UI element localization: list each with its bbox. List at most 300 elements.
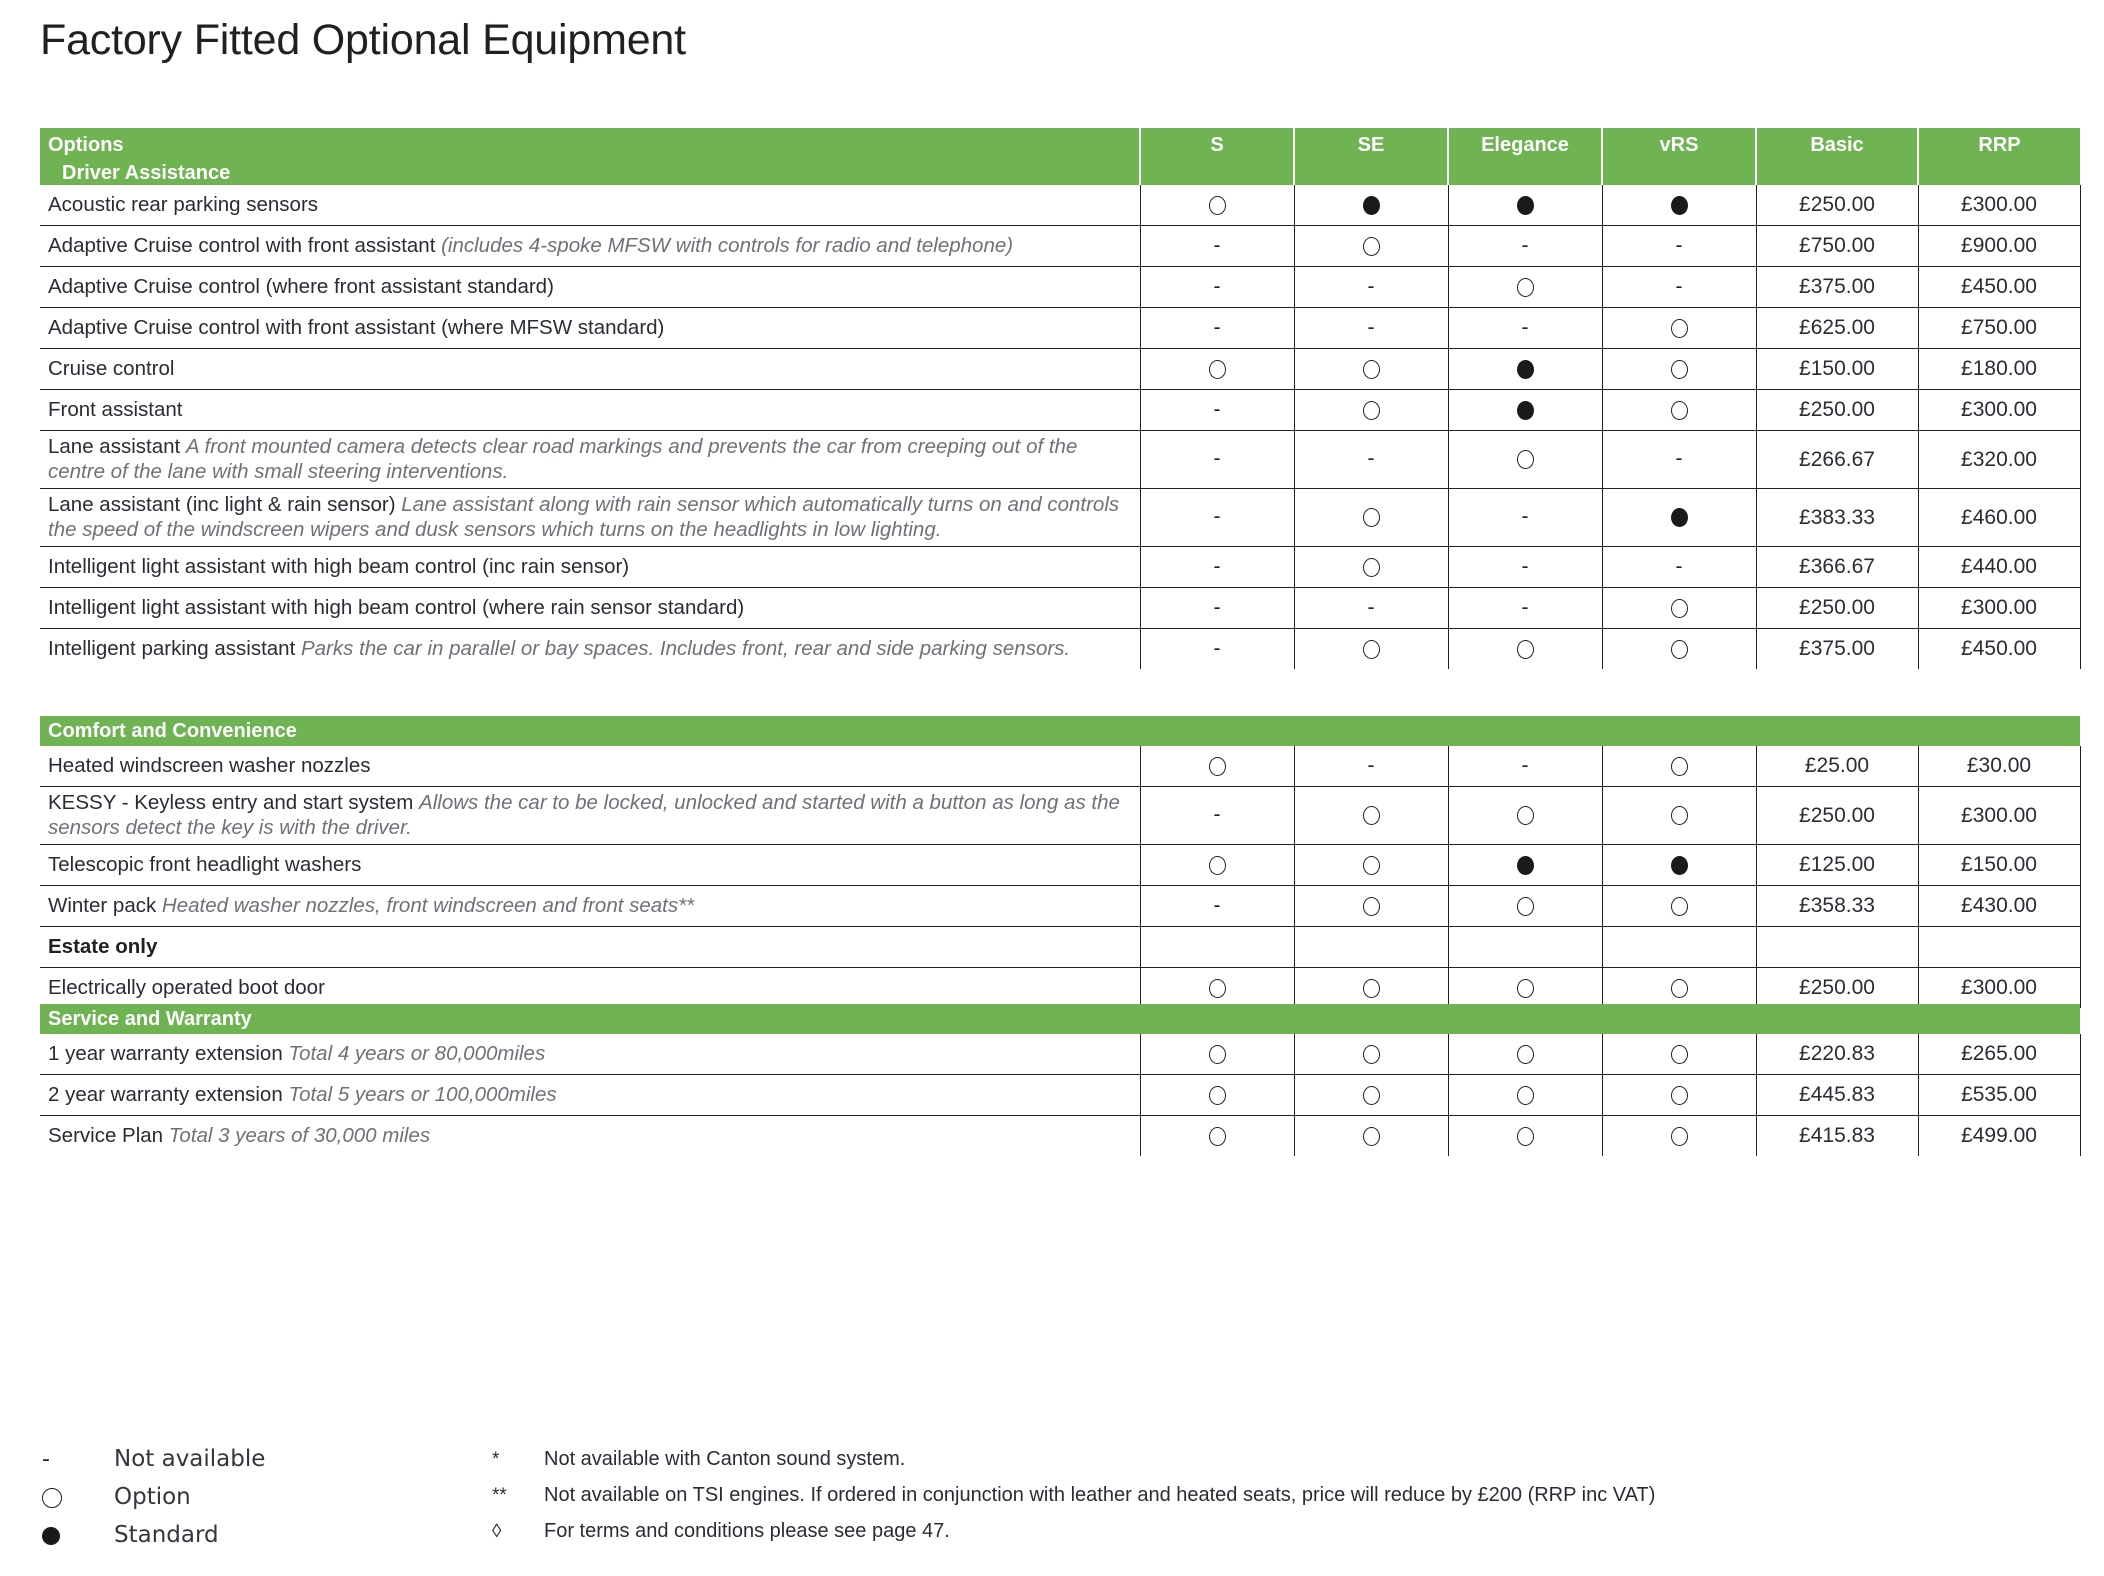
mark-cell-vrs: [1602, 349, 1756, 390]
option-name-cell: [40, 787, 1140, 845]
mark-option-icon: [1517, 640, 1534, 659]
mark-cell-elegance: [1448, 845, 1602, 886]
mark-not-available-icon: -: [1521, 753, 1529, 777]
mark-cell-elegance: [1448, 431, 1602, 489]
mark-option-icon: [1209, 1086, 1226, 1105]
mark-option-icon: [1671, 360, 1688, 379]
mark-cell-se: [1294, 349, 1448, 390]
price-cell-rrp: £535.00: [1918, 1075, 2080, 1116]
mark-option-icon: [1517, 979, 1534, 998]
mark-standard-icon: [1517, 196, 1534, 215]
section-band-se: [1294, 162, 1448, 185]
price-cell-basic: £445.83: [1756, 1075, 1918, 1116]
mark-option-icon: [1209, 1127, 1226, 1146]
mark-cell-se: [1294, 390, 1448, 431]
footnote-text: Not available with Canton sound system.: [544, 1448, 906, 1470]
price-cell-basic: £250.00: [1756, 185, 1918, 226]
option-description: A front mounted camera detects clear road markings and prevents the car from creeping out of the centre of the lane with small steering interventions.: [48, 435, 1078, 483]
mark-cell-vrs: [1602, 489, 1756, 547]
table-row: [40, 349, 2080, 390]
option-name-cell: [40, 845, 1140, 886]
table-row: [40, 308, 2080, 349]
mark-cell-vrs: [1602, 968, 1756, 1009]
table-row: [40, 746, 2080, 787]
option-description: Allows the car to be locked, unlocked and started with a button as long as the sensors detect the key is with the driver.: [48, 791, 1120, 839]
option-name-cell: [40, 390, 1140, 431]
mark-option-icon: [1363, 1086, 1380, 1105]
mark-standard-icon: [1517, 360, 1534, 379]
option-name-cell: [40, 547, 1140, 588]
option-description: Total 3 years of 30,000 miles: [168, 1124, 431, 1147]
table-header-row: [40, 128, 2080, 162]
mark-option-icon: [1363, 1127, 1380, 1146]
mark-cell-vrs: [1602, 787, 1756, 845]
option-name: Intelligent parking assistant: [48, 637, 301, 660]
mark-standard-icon: [1363, 196, 1380, 215]
mark-option-icon: [1363, 401, 1380, 420]
price-cell-basic: £220.83: [1756, 1034, 1918, 1075]
price-cell-basic: £415.83: [1756, 1116, 1918, 1157]
table-row: [40, 845, 2080, 886]
mark-cell-s: [1140, 968, 1294, 1009]
mark-cell-se: [1294, 886, 1448, 927]
table-row: [40, 787, 2080, 845]
mark-not-available-icon: -: [1521, 554, 1529, 578]
mark-option-icon: [1517, 897, 1534, 916]
option-name: Intelligent light assistant with high beam control (where rain sensor standard): [48, 596, 745, 619]
mark-cell-s: [1140, 349, 1294, 390]
footnote-text: Not available on TSI engines. If ordered in conjunction with leather and heated seats, price will reduce by £200 (RRP inc VAT): [544, 1484, 1656, 1506]
mark-option-icon: [1517, 450, 1534, 469]
footnote-row: [492, 1484, 1992, 1520]
price-cell-rrp: £460.00: [1918, 489, 2080, 547]
option-description: Parks the car in parallel or bay spaces. Includes front, rear and side parking sensors.: [300, 637, 1071, 660]
mark-cell-s: [1140, 845, 1294, 886]
price-cell-rrp: £300.00: [1918, 390, 2080, 431]
price-cell-rrp: £300.00: [1918, 787, 2080, 845]
mark-cell-se: [1294, 547, 1448, 588]
mark-cell-vrs: [1602, 308, 1756, 349]
section-band-elegance: [1448, 162, 1602, 185]
mark-option-icon: [1517, 1045, 1534, 1064]
mark-cell-elegance: [1448, 968, 1602, 1009]
option-name-cell: [40, 927, 1140, 968]
option-name-cell: [40, 746, 1140, 787]
mark-cell-vrs: [1602, 927, 1756, 968]
mark-cell-vrs: [1602, 431, 1756, 489]
mark-not-available-icon: -: [1521, 315, 1529, 339]
footnote-row: [492, 1448, 1992, 1484]
table-row: [40, 886, 2080, 927]
legend-option-icon: [40, 1485, 114, 1510]
mark-option-icon: [1363, 1045, 1380, 1064]
driver-assistance-rows: [40, 185, 2080, 669]
option-name: Intelligent light assistant with high beam control (inc rain sensor): [48, 555, 630, 578]
mark-cell-se: [1294, 1116, 1448, 1157]
section-header-driver-assistance: [40, 162, 2080, 185]
option-description: Lane assistant along with rain sensor which automatically turns on and controls the speed of the windscreen wipers and dusk sensors which turns on the headlights in low lighting.: [48, 493, 1120, 541]
legend-row: [40, 1440, 470, 1478]
table-row: [40, 431, 2080, 489]
mark-not-available-icon: -: [1367, 595, 1375, 619]
option-name-cell: [40, 588, 1140, 629]
mark-option-icon: [1209, 856, 1226, 875]
section-band-vrs: [1602, 162, 1756, 185]
column-header-rrp: RRP: [1918, 128, 2080, 162]
section-header-service-warranty: [40, 1004, 2080, 1034]
option-description: Total 5 years or 100,000miles: [288, 1083, 557, 1106]
mark-option-icon: [1363, 897, 1380, 916]
mark-option-icon: [1671, 806, 1688, 825]
mark-cell-se: [1294, 267, 1448, 308]
mark-cell-elegance: [1448, 1116, 1602, 1157]
option-name: Cruise control: [48, 357, 175, 380]
mark-cell-s: [1140, 547, 1294, 588]
mark-cell-se: [1294, 787, 1448, 845]
option-description: Heated washer nozzles, front windscreen and front seats**: [161, 894, 695, 917]
mark-cell-s: [1140, 431, 1294, 489]
column-header-se: SE: [1294, 128, 1448, 162]
footnote-symbol: **: [492, 1485, 507, 1506]
mark-standard-icon: [1671, 196, 1688, 215]
mark-not-available-icon: -: [1521, 505, 1529, 528]
mark-option-icon: [1363, 979, 1380, 998]
option-name-cell: [40, 431, 1140, 489]
price-cell-rrp: £750.00: [1918, 308, 2080, 349]
mark-cell-elegance: [1448, 390, 1602, 431]
mark-cell-s: [1140, 629, 1294, 670]
column-header-elegance: Elegance: [1448, 128, 1602, 162]
mark-standard-icon: [1517, 401, 1534, 420]
driver-assistance-table: [40, 128, 2081, 669]
mark-cell-vrs: [1602, 588, 1756, 629]
option-name-cell: [40, 308, 1140, 349]
section-band-s: [1140, 162, 1294, 185]
option-name: Heated windscreen washer nozzles: [48, 754, 371, 777]
option-name: Front assistant: [48, 398, 183, 421]
option-name-cell: [40, 226, 1140, 267]
price-cell-basic: £150.00: [1756, 349, 1918, 390]
legend-row: [40, 1516, 470, 1554]
table-row: [40, 267, 2080, 308]
price-cell-basic: £250.00: [1756, 787, 1918, 845]
legend-label: Option: [114, 1484, 191, 1510]
option-name: Service Plan: [48, 1124, 169, 1147]
mark-cell-se: [1294, 588, 1448, 629]
table-row: [40, 588, 2080, 629]
mark-cell-elegance: [1448, 185, 1602, 226]
mark-option-icon: [1363, 360, 1380, 379]
mark-cell-vrs: [1602, 886, 1756, 927]
mark-cell-se: [1294, 845, 1448, 886]
mark-cell-se: [1294, 746, 1448, 787]
price-cell-rrp: [1918, 927, 2080, 968]
mark-option-icon: [1517, 1127, 1534, 1146]
footnotes: [492, 1448, 1992, 1556]
mark-cell-s: [1140, 1116, 1294, 1157]
footnote-text: For terms and conditions please see page 47.: [544, 1520, 950, 1542]
mark-cell-s: [1140, 588, 1294, 629]
mark-cell-se: [1294, 185, 1448, 226]
option-name-cell: [40, 267, 1140, 308]
mark-option-icon: [1671, 319, 1688, 338]
mark-option-icon: [1517, 278, 1534, 297]
mark-not-available-icon: -: [1367, 753, 1375, 777]
price-cell-rrp: £265.00: [1918, 1034, 2080, 1075]
option-name: Telescopic front headlight washers: [48, 853, 362, 876]
mark-cell-se: [1294, 1075, 1448, 1116]
mark-standard-icon: [1517, 856, 1534, 875]
mark-cell-vrs: [1602, 1034, 1756, 1075]
mark-cell-s: [1140, 267, 1294, 308]
mark-not-available-icon: -: [1367, 447, 1375, 470]
price-cell-basic: £25.00: [1756, 746, 1918, 787]
mark-cell-se: [1294, 431, 1448, 489]
section-title: Driver Assistance: [40, 162, 1140, 185]
column-header-basic: Basic: [1756, 128, 1918, 162]
mark-cell-se: [1294, 308, 1448, 349]
mark-not-available-icon: -: [1213, 233, 1221, 257]
price-cell-rrp: £499.00: [1918, 1116, 2080, 1157]
section-title: Comfort and Convenience: [40, 716, 2080, 746]
option-name: 2 year warranty extension: [48, 1083, 289, 1106]
mark-standard-icon: [1671, 508, 1688, 527]
price-cell-rrp: £300.00: [1918, 185, 2080, 226]
mark-cell-elegance: [1448, 1075, 1602, 1116]
mark-cell-vrs: [1602, 185, 1756, 226]
mark-cell-se: [1294, 927, 1448, 968]
price-cell-basic: £250.00: [1756, 968, 1918, 1009]
mark-cell-vrs: [1602, 1116, 1756, 1157]
table-row: [40, 1116, 2080, 1157]
mark-option-icon: [1671, 1086, 1688, 1105]
mark-not-available-icon: -: [1213, 447, 1221, 470]
mark-cell-elegance: [1448, 267, 1602, 308]
section-title: Service and Warranty: [40, 1004, 2080, 1034]
section-band-rrp: [1918, 162, 2080, 185]
mark-cell-vrs: [1602, 629, 1756, 670]
mark-cell-s: [1140, 746, 1294, 787]
price-cell-basic: £266.67: [1756, 431, 1918, 489]
price-cell-rrp: £440.00: [1918, 547, 2080, 588]
service-warranty-table: [40, 1004, 2081, 1156]
option-name: Adaptive Cruise control with front assistant: [48, 234, 442, 257]
mark-cell-s: [1140, 1075, 1294, 1116]
option-description: (includes 4-spoke MFSW with controls for radio and telephone): [441, 234, 1014, 257]
mark-cell-s: [1140, 787, 1294, 845]
option-name-cell: [40, 349, 1140, 390]
option-name-cell: [40, 886, 1140, 927]
price-cell-rrp: £300.00: [1918, 968, 2080, 1009]
option-name: Adaptive Cruise control (where front assistant standard): [48, 275, 554, 298]
mark-cell-elegance: [1448, 886, 1602, 927]
table-row: [40, 226, 2080, 267]
mark-cell-s: [1140, 185, 1294, 226]
mark-cell-s: [1140, 226, 1294, 267]
option-name-cell: [40, 968, 1140, 1009]
mark-option-icon: [1517, 806, 1534, 825]
price-cell-basic: £375.00: [1756, 629, 1918, 670]
mark-cell-s: [1140, 390, 1294, 431]
mark-not-available-icon: -: [1521, 233, 1529, 257]
mark-cell-elegance: [1448, 349, 1602, 390]
mark-not-available-icon: -: [1213, 554, 1221, 578]
mark-standard-icon: [1671, 856, 1688, 875]
price-cell-rrp: £30.00: [1918, 746, 2080, 787]
comfort-convenience-rows: [40, 746, 2080, 1008]
option-name: Winter pack: [48, 894, 162, 917]
mark-option-icon: [1209, 1045, 1226, 1064]
mark-cell-vrs: [1602, 547, 1756, 588]
price-cell-basic: [1756, 927, 1918, 968]
option-name-cell: [40, 1075, 1140, 1116]
mark-cell-se: [1294, 629, 1448, 670]
mark-cell-s: [1140, 308, 1294, 349]
mark-option-icon: [1363, 237, 1380, 256]
mark-not-available-icon: -: [1675, 233, 1683, 257]
column-header-s: S: [1140, 128, 1294, 162]
mark-cell-elegance: [1448, 746, 1602, 787]
mark-option-icon: [1671, 599, 1688, 618]
option-name-cell: [40, 489, 1140, 547]
legend-standard-icon: [40, 1523, 114, 1548]
mark-option-icon: [1209, 979, 1226, 998]
price-cell-basic: £250.00: [1756, 588, 1918, 629]
option-name-cell: [40, 629, 1140, 670]
mark-cell-vrs: [1602, 226, 1756, 267]
table-row: [40, 629, 2080, 670]
table-row: [40, 927, 2080, 968]
option-name: Electrically operated boot door: [48, 976, 325, 999]
mark-not-available-icon: -: [1213, 803, 1221, 826]
price-cell-basic: £625.00: [1756, 308, 1918, 349]
option-name-cell: [40, 1116, 1140, 1157]
mark-cell-s: [1140, 489, 1294, 547]
mark-not-available-icon: -: [1367, 274, 1375, 298]
section-band-basic: [1756, 162, 1918, 185]
column-header-vrs: vRS: [1602, 128, 1756, 162]
footnote-row: [492, 1520, 1992, 1556]
mark-not-available-icon: -: [1213, 397, 1221, 421]
column-header-options: Options: [40, 128, 1140, 162]
footnote-symbol: *: [492, 1449, 500, 1470]
table-row: [40, 1075, 2080, 1116]
mark-option-icon: [1209, 196, 1226, 215]
option-name: 1 year warranty extension: [48, 1042, 289, 1065]
mark-not-available-icon: -: [1675, 554, 1683, 578]
mark-option-icon: [1671, 757, 1688, 776]
option-name: Lane assistant: [48, 435, 186, 458]
legend-label: Standard: [114, 1522, 219, 1548]
mark-cell-elegance: [1448, 787, 1602, 845]
mark-cell-vrs: [1602, 390, 1756, 431]
mark-cell-se: [1294, 1034, 1448, 1075]
mark-option-icon: [1671, 897, 1688, 916]
mark-option-icon: [1671, 979, 1688, 998]
price-cell-basic: £366.67: [1756, 547, 1918, 588]
option-description: Total 4 years or 80,000miles: [288, 1042, 546, 1065]
price-cell-basic: £375.00: [1756, 267, 1918, 308]
filled-circle-icon: [42, 1527, 60, 1545]
price-cell-rrp: £180.00: [1918, 349, 2080, 390]
circle-icon: [42, 1488, 62, 1508]
mark-cell-elegance: [1448, 226, 1602, 267]
legend-row: [40, 1478, 470, 1516]
section-header-comfort-convenience: [40, 716, 2080, 746]
price-cell-rrp: £430.00: [1918, 886, 2080, 927]
option-name: KESSY - Keyless entry and start system: [48, 791, 420, 814]
price-cell-basic: £750.00: [1756, 226, 1918, 267]
comfort-convenience-table: [40, 716, 2081, 1008]
table-row: [40, 185, 2080, 226]
mark-option-icon: [1363, 856, 1380, 875]
mark-cell-vrs: [1602, 1075, 1756, 1116]
mark-cell-vrs: [1602, 746, 1756, 787]
mark-cell-se: [1294, 968, 1448, 1009]
service-warranty-rows: [40, 1034, 2080, 1156]
mark-option-icon: [1363, 806, 1380, 825]
mark-not-available-icon: -: [1521, 595, 1529, 619]
mark-cell-elegance: [1448, 588, 1602, 629]
mark-not-available-icon: -: [1367, 315, 1375, 339]
mark-option-icon: [1671, 1045, 1688, 1064]
footnote-symbol: ◊: [492, 1521, 502, 1542]
mark-option-icon: [1363, 508, 1380, 527]
mark-cell-s: [1140, 927, 1294, 968]
mark-cell-se: [1294, 226, 1448, 267]
mark-not-available-icon: -: [1213, 636, 1221, 660]
legend-label: Not available: [114, 1446, 266, 1472]
price-cell-rrp: £450.00: [1918, 267, 2080, 308]
mark-not-available-icon: -: [1213, 595, 1221, 619]
mark-not-available-icon: -: [1213, 315, 1221, 339]
price-cell-rrp: £320.00: [1918, 431, 2080, 489]
price-cell-rrp: £450.00: [1918, 629, 2080, 670]
mark-cell-vrs: [1602, 845, 1756, 886]
table-row: [40, 547, 2080, 588]
mark-option-icon: [1671, 640, 1688, 659]
mark-cell-elegance: [1448, 489, 1602, 547]
mark-cell-elegance: [1448, 927, 1602, 968]
mark-cell-s: [1140, 886, 1294, 927]
mark-option-icon: [1209, 757, 1226, 776]
mark-not-available-icon: -: [1675, 274, 1683, 298]
page-title: Factory Fitted Optional Equipment: [40, 16, 686, 64]
price-cell-basic: £125.00: [1756, 845, 1918, 886]
mark-not-available-icon: -: [1213, 893, 1221, 917]
price-cell-rrp: £150.00: [1918, 845, 2080, 886]
table-row: [40, 489, 2080, 547]
option-name: Estate only: [48, 935, 158, 958]
mark-option-icon: [1363, 640, 1380, 659]
mark-not-available-icon: -: [1675, 447, 1683, 470]
mark-cell-elegance: [1448, 1034, 1602, 1075]
mark-cell-elegance: [1448, 547, 1602, 588]
mark-option-icon: [1671, 1127, 1688, 1146]
price-cell-basic: £383.33: [1756, 489, 1918, 547]
option-name: Acoustic rear parking sensors: [48, 193, 319, 216]
option-name: Adaptive Cruise control with front assistant (where MFSW standard): [48, 316, 665, 339]
option-name-cell: [40, 1034, 1140, 1075]
option-name-cell: [40, 185, 1140, 226]
mark-cell-vrs: [1602, 267, 1756, 308]
mark-not-available-icon: -: [1213, 274, 1221, 298]
option-name: Lane assistant (inc light & rain sensor): [48, 493, 402, 516]
mark-cell-elegance: [1448, 629, 1602, 670]
legend-not-available-icon: -: [42, 1446, 50, 1472]
table-row: [40, 968, 2080, 1009]
legend: [40, 1440, 470, 1554]
